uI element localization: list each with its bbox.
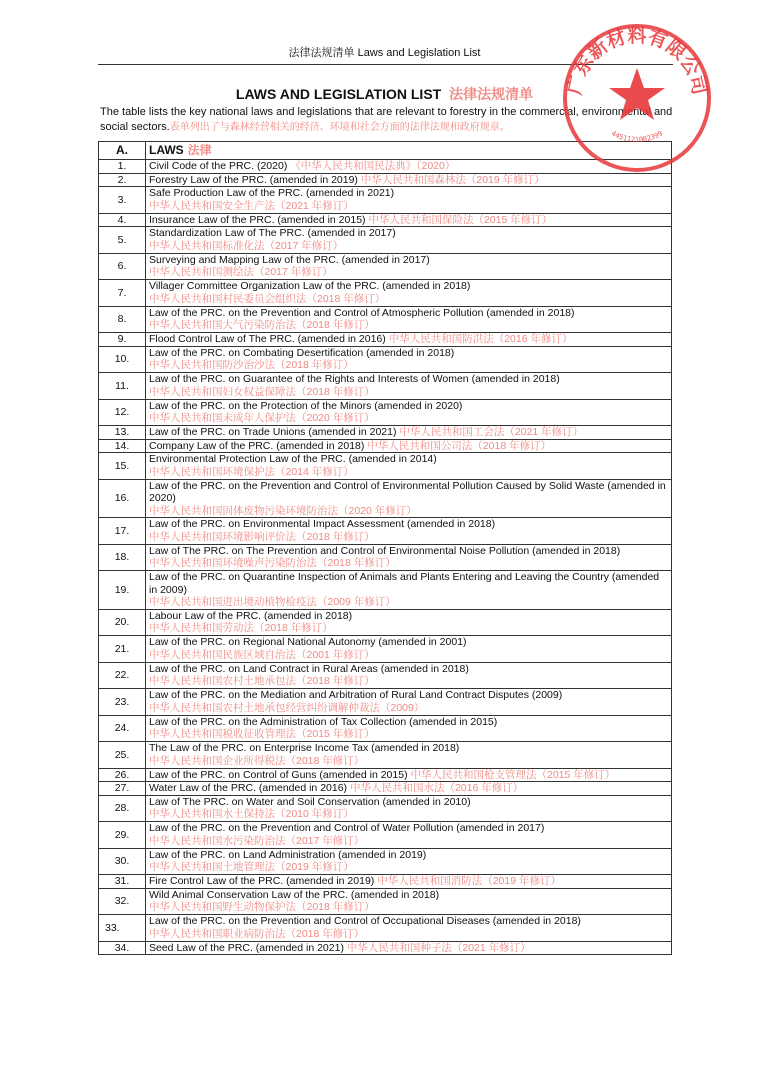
table-row: [99, 439, 672, 453]
row-number: 18.: [99, 544, 146, 571]
row-number: 28.: [99, 795, 146, 822]
row-number: 20.: [99, 609, 146, 636]
law-cell: [146, 636, 672, 663]
row-number: 16.: [99, 479, 146, 518]
row-number: 9.: [99, 333, 146, 347]
law-cell: [146, 571, 672, 610]
law-cell: [146, 768, 672, 782]
row-number: 34.: [99, 941, 146, 955]
law-name-zh: 中华人民共和国消防法（2019 年修订）: [377, 875, 561, 887]
law-cell: [146, 426, 672, 440]
row-number: 17.: [99, 518, 146, 545]
law-name-zh: 中华人民共和国环境保护法（2014 年修订）: [149, 465, 354, 478]
law-name-en: Fire Control Law of the PRC. (amended in 2019): [149, 875, 375, 887]
table-row: [99, 346, 672, 373]
law-name-en: Villager Committee Organization Law of the PRC. (amended in 2018): [149, 280, 471, 293]
law-name-zh: 中华人民共和国工会法（2021 年修订）: [399, 426, 584, 438]
law-name-zh: 中华人民共和国测绘法（2017 年修订）: [149, 266, 333, 279]
law-cell: [146, 518, 672, 545]
law-name-en: Surveying and Mapping Law of the PRC. (amended in 2017): [149, 253, 430, 266]
law-name-zh: 中华人民共和国大气污染防治法（2018 年修订）: [149, 319, 375, 332]
law-name-en: Law of the PRC. on Environmental Impact Assessment (amended in 2018): [149, 518, 496, 531]
law-name-en: Seed Law of the PRC. (amended in 2021): [149, 941, 344, 954]
table-row: [99, 333, 672, 347]
law-name-zh: 中华人民共和国村民委员会组织法（2018 年修订）: [149, 292, 386, 305]
table-row: [99, 453, 672, 480]
row-number: 25.: [99, 742, 146, 769]
table-row: [99, 742, 672, 769]
law-cell: [146, 609, 672, 636]
row-number: 10.: [99, 346, 146, 373]
law-name-zh: 中华人民共和国保险法（2015 年修订）: [368, 213, 553, 226]
row-number: 26.: [99, 768, 146, 782]
table-row: [99, 253, 672, 280]
law-name-zh: 中华人民共和国标准化法（2017 年修订）: [149, 239, 344, 252]
law-name-zh: 中华人民共和国防洪法（2016 年修订）: [388, 333, 573, 345]
law-cell: [146, 795, 672, 822]
intro-zh: 表单列出了与森林经营相关的经济、环境和社会方面的法律法规和政府规章。: [169, 122, 510, 133]
law-name-en: Law of the PRC. on the Prevention and Control of Environmental Pollution Caused by Solid Waste (amended in 2020): [149, 479, 666, 504]
row-number: 33.: [99, 915, 146, 942]
table-row: [99, 782, 672, 796]
law-name-en: Law of the PRC. on the Protection of the Minors (amended in 2020): [149, 399, 463, 412]
table-row: [99, 571, 672, 610]
table-row: [99, 213, 672, 227]
table-row: [99, 280, 672, 307]
law-name-zh: 中华人民共和国农村土地承包经营纠纷调解仲裁法（2009）: [149, 701, 425, 714]
law-cell: [146, 662, 672, 689]
law-name-en: Law of the PRC. on the Prevention and Control of Atmospheric Pollution (amended in 2018): [149, 306, 575, 319]
law-cell: [146, 689, 672, 716]
law-name-zh: 中华人民共和国职业病防治法（2018 年修订）: [149, 927, 365, 940]
law-name-zh: 中华人民共和国进出境动植物检疫法（2009 年修订）: [149, 596, 396, 608]
law-name-en: Insurance Law of the PRC. (amended in 2015): [149, 213, 366, 226]
row-number: 24.: [99, 715, 146, 742]
law-cell: [146, 715, 672, 742]
table-row: [99, 768, 672, 782]
table-row: [99, 689, 672, 716]
table-row: [99, 915, 672, 942]
law-cell: [146, 453, 672, 480]
row-number: 6.: [99, 253, 146, 280]
row-number: 23.: [99, 689, 146, 716]
law-cell: [146, 875, 672, 889]
row-number: 3.: [99, 187, 146, 214]
law-cell: [146, 479, 672, 518]
row-number: 4.: [99, 213, 146, 227]
table-row: [99, 875, 672, 889]
law-name-zh: 中华人民共和国水污染防治法（2017 年修订）: [149, 834, 365, 847]
law-cell: [146, 782, 672, 796]
law-name-en: Law of the PRC. on Land Administration (amended in 2019): [149, 848, 427, 861]
law-name-zh: 中华人民共和国安全生产法（2021 年修订）: [149, 199, 354, 212]
table-row: [99, 426, 672, 440]
row-number: 14.: [99, 439, 146, 453]
table-row: [99, 662, 672, 689]
table-row: [99, 544, 672, 571]
law-cell: [146, 822, 672, 849]
law-cell: [146, 213, 672, 227]
page-header: 法律法规清单 Laws and Legislation List: [288, 47, 481, 59]
law-name-en: Law of the PRC. on Land Contract in Rural Areas (amended in 2018): [149, 662, 469, 675]
row-number: 8.: [99, 306, 146, 333]
title-zh: 法律法规清单: [449, 86, 534, 102]
row-number: 13.: [99, 426, 146, 440]
law-name-en: Law of the PRC. on Trade Unions (amended in 2021): [149, 426, 397, 438]
row-number: 5.: [99, 227, 146, 254]
law-name-en: Law of The PRC. on The Prevention and Control of Environmental Noise Pollution (amended in 2018): [149, 544, 621, 557]
table-row: [99, 888, 672, 915]
row-number: 30.: [99, 848, 146, 875]
table-row: [99, 941, 672, 955]
law-name-zh: 中华人民共和国税收征收管理法（2015 年修订）: [149, 728, 375, 741]
table-row: [99, 609, 672, 636]
row-number: 29.: [99, 822, 146, 849]
law-name-en: Law of the PRC. on Quarantine Inspection of Animals and Plants Entering and Leaving the Country (amended in 2009): [149, 571, 660, 596]
law-name-en: Law of the PRC. on the Prevention and Control of Water Pollution (amended in 2017): [149, 822, 545, 835]
table-row: [99, 822, 672, 849]
row-number: 11.: [99, 373, 146, 400]
law-name-zh: 中华人民共和国森林法（2019 年修订）: [360, 173, 545, 186]
law-name-en: Labour Law of the PRC. (amended in 2018): [149, 609, 353, 622]
law-name-en: Law of the PRC. on the Prevention and Control of Occupational Diseases (amended in 2018): [149, 915, 581, 928]
row-number: 21.: [99, 636, 146, 663]
column-header-number: A.: [99, 142, 146, 160]
law-name-zh: 中华人民共和国水土保持法（2010 年修订）: [149, 808, 354, 821]
law-name-en: Law of the PRC. on Regional National Autonomy (amended in 2001): [149, 636, 467, 649]
row-number: 32.: [99, 888, 146, 915]
law-cell: [146, 888, 672, 915]
row-number: 27.: [99, 782, 146, 796]
row-number: 22.: [99, 662, 146, 689]
law-name-en: Law of the PRC. on Control of Guns (amended in 2015): [149, 768, 408, 781]
table-row: [99, 795, 672, 822]
law-name-en: Civil Code of the PRC. (2020): [149, 160, 288, 172]
law-name-zh: 中华人民共和国种子法（2021 年修订）: [346, 941, 531, 954]
row-number: 12.: [99, 399, 146, 426]
table-row: [99, 373, 672, 400]
table-row: [99, 187, 672, 214]
law-name-en: Forestry Law of the PRC. (amended in 2019): [149, 173, 358, 186]
law-name-zh: 中华人民共和国妇女权益保障法（2018 年修订）: [149, 385, 375, 398]
law-name-zh: 中华人民共和国劳动法（2018 年修订）: [149, 622, 333, 635]
title-en: LAWS AND LEGISLATION LIST: [235, 86, 442, 102]
law-cell: [146, 915, 672, 942]
law-cell: [146, 544, 672, 571]
row-number: 15.: [99, 453, 146, 480]
law-name-en: Law of the PRC. on Combating Desertification (amended in 2018): [149, 346, 455, 359]
intro-en: The table lists the key national laws and legislations that are relevant to forestry in the commercial, environmental and social sectors.: [100, 106, 673, 133]
law-name-zh: 中华人民共和国野生动物保护法（2018 年修订）: [149, 901, 375, 914]
row-number: 19.: [99, 571, 146, 610]
table-row: [99, 848, 672, 875]
law-name-en: Safe Production Law of the PRC. (amended in 2021): [149, 187, 395, 200]
law-name-en: Law of The PRC. on Water and Soil Conservation (amended in 2010): [149, 795, 471, 808]
seal-code: [610, 129, 664, 144]
law-cell: [146, 227, 672, 254]
law-cell: [146, 280, 672, 307]
law-name-zh: 中华人民共和国固体废物污染环境防治法（2020 年修订）: [149, 504, 417, 517]
law-name-zh: 《中华人民共和国民法典》（2020）: [290, 160, 456, 172]
law-cell: [146, 373, 672, 400]
laws-table: [98, 141, 672, 955]
law-cell: [146, 848, 672, 875]
law-name-zh: 中华人民共和国土地管理法（2019 年修订）: [149, 861, 354, 874]
law-cell: [146, 187, 672, 214]
table-body: [99, 160, 672, 955]
column-header-laws-zh: 法律: [187, 143, 212, 158]
law-name-en: Law of the PRC. on the Administration of Tax Collection (amended in 2015): [149, 715, 498, 728]
row-number: 2.: [99, 173, 146, 187]
seal-company-name-path: 广东新材料有限公司: [563, 25, 711, 97]
table-row: [99, 306, 672, 333]
column-header-laws-en: LAWS: [149, 143, 184, 158]
law-name-zh: 中华人民共和国环境噪声污染防治法（2018 年修订）: [149, 557, 396, 570]
law-name-zh: 中华人民共和国防沙治沙法（2018 年修订）: [149, 359, 354, 372]
company-seal-stamp: [555, 2, 715, 182]
law-name-en: Water Law of the PRC. (amended in 2016): [149, 782, 348, 794]
law-cell: [146, 346, 672, 373]
seal-code-path: 4451121002399: [609, 129, 665, 144]
law-cell: [146, 439, 672, 453]
table-row: [99, 636, 672, 663]
law-name-en: Flood Control Law of The PRC. (amended in 2016): [149, 333, 386, 345]
table-row: [99, 715, 672, 742]
law-cell: [146, 399, 672, 426]
table-row: [99, 399, 672, 426]
law-name-zh: 中华人民共和国企业所得税法（2018 年修订）: [149, 754, 365, 767]
seal-star-icon: [609, 68, 665, 120]
table-row: [99, 479, 672, 518]
law-cell: [146, 941, 672, 955]
law-name-zh: 中华人民共和国水法（2016 年修订）: [349, 782, 524, 794]
law-name-en: Law of the PRC. on the Mediation and Arbitration of Rural Land Contract Disputes (2009): [149, 689, 563, 702]
law-name-en: Environmental Protection Law of the PRC. (amended in 2014): [149, 453, 437, 466]
law-name-zh: 中华人民共和国未成年人保护法（2020 年修订）: [149, 412, 375, 425]
table-row: [99, 227, 672, 254]
law-name-en: Company Law of the PRC. (amended in 2018): [149, 439, 365, 452]
law-cell: [146, 333, 672, 347]
law-name-en: Standardization Law of The PRC. (amended in 2017): [149, 227, 396, 240]
law-name-zh: 中华人民共和国民族区域自治法（2001 年修订）: [149, 648, 375, 661]
law-name-zh: 中华人民共和国枪支管理法（2015 年修订）: [410, 768, 616, 781]
law-cell: [146, 306, 672, 333]
law-name-en: Wild Animal Conservation Law of the PRC. (amended in 2018): [149, 888, 440, 901]
law-name-en: The Law of the PRC. on Enterprise Income Tax (amended in 2018): [149, 742, 460, 755]
law-name-zh: 中华人民共和国公司法（2018 年修订）: [367, 439, 552, 452]
table-row: [99, 518, 672, 545]
law-name-zh: 中华人民共和国环境影响评价法（2018 年修订）: [149, 530, 375, 543]
row-number: 31.: [99, 875, 146, 889]
row-number: 7.: [99, 280, 146, 307]
law-name-en: Law of the PRC. on Guarantee of the Rights and Interests of Women (amended in 2018): [149, 373, 560, 386]
law-name-zh: 中华人民共和国农村土地承包法（2018 年修订）: [149, 675, 375, 688]
row-number: 1.: [99, 160, 146, 174]
law-cell: [146, 253, 672, 280]
law-cell: [146, 742, 672, 769]
